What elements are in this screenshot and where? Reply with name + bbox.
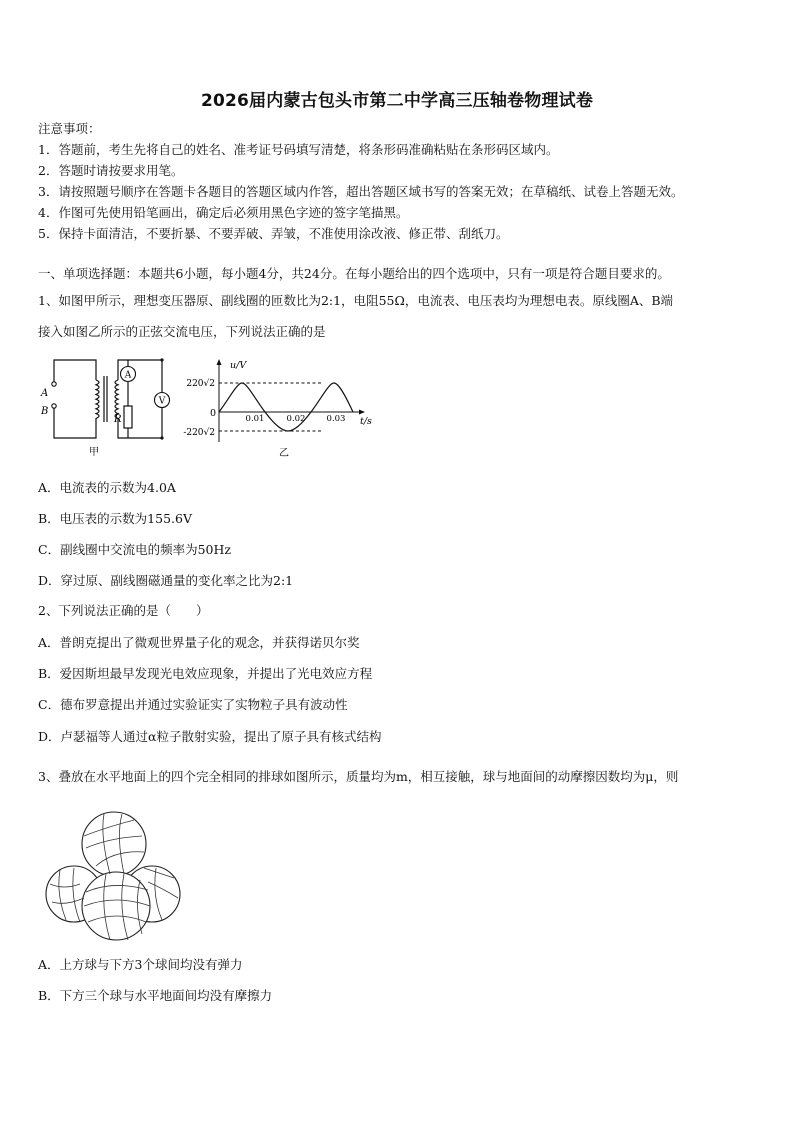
x-tick-label: 0.02 (286, 414, 306, 424)
q1-stem-line1: 1、如图甲所示，理想变压器原、副线圈的匝数比为2:1，电阻55Ω，电流表、电压表均为理想电表。原线圈A、B端 (38, 293, 674, 308)
circuit-caption: 甲 (89, 447, 99, 458)
section-heading: 一、单项选择题：本题共6小题，每小题4分，共24分。在每小题给出的四个选项中，只有一项是符合题目要求的。 (38, 266, 670, 281)
volleyball-top (82, 812, 146, 876)
ammeter-label: A (124, 370, 132, 381)
voltmeter-label: V (158, 396, 166, 407)
x-axis-label: t/s (360, 416, 372, 427)
q2-stem: 2、下列说法正确的是（ ） (38, 603, 209, 618)
y-axis-label: u/V (230, 360, 247, 371)
terminal-b-label: B (41, 406, 49, 417)
x-tick-label: 0.01 (245, 414, 265, 424)
notice-item: 1．答题前，考生先将自己的姓名、准考证号码填写清楚，将条形码准确粘贴在条形码区域内。 (38, 142, 559, 157)
q3-stem: 3、叠放在水平地面上的四个完全相同的排球如图所示，质量均为m，相互接触，球与地面间的动摩擦因数均为μ，则 (38, 769, 679, 784)
q1-option: C．副线圈中交流电的频率为50Hz (38, 542, 231, 557)
peak-negative-label: -220√2 (183, 428, 215, 438)
q1-option: A．电流表的示数为4.0A (38, 480, 176, 495)
notice-heading: 注意事项： (38, 121, 101, 136)
terminal-a-dot (52, 382, 56, 386)
q3-option: B．下方三个球与水平地面间均没有摩擦力 (38, 988, 273, 1003)
resistor-label: R (114, 414, 122, 425)
q1-stem-line2: 接入如图乙所示的正弦交流电压，下列说法正确的是 (38, 324, 326, 339)
terminal-b-dot (52, 404, 56, 408)
q2-option: B．爱因斯坦最早发现光电效应现象，并提出了光电效应方程 (38, 666, 373, 681)
voltage-time-graph (182, 356, 372, 460)
origin-label: 0 (210, 408, 217, 419)
notice-item: 3．请按照题号顺序在答题卡各题目的答题区域内作答，超出答题区域书写的答案无效；在草稿纸、试卷上答题无效。 (38, 184, 684, 199)
transformer-circuit-diagram (36, 352, 186, 460)
q2-option: A．普朗克提出了微观世界量子化的观念，并获得诺贝尔奖 (38, 635, 360, 650)
q1-option: B．电压表的示数为155.6V (38, 511, 192, 526)
notice-item: 2．答题时请按要求用笔。 (38, 163, 184, 178)
q2-option: C．德布罗意提出并通过实验证实了实物粒子具有波动性 (38, 697, 348, 712)
q3-option: A．上方球与下方3个球间均没有弹力 (38, 957, 243, 972)
peak-positive-label: 220√2 (186, 379, 215, 389)
q2-option: D．卢瑟福等人通过α粒子散射实验，提出了原子具有核式结构 (38, 729, 382, 744)
graph-caption: 乙 (279, 448, 289, 459)
notice-item: 4．作图可先使用铅笔画出，确定后必须用黑色字迹的签字笔描黑。 (38, 205, 409, 220)
stacked-volleyballs-figure (44, 806, 184, 946)
page-title: 2026届内蒙古包头市第二中学高三压轴卷物理试卷 (200, 91, 594, 111)
terminal-a-label: A (41, 388, 49, 399)
x-tick-label: 0.03 (326, 414, 346, 424)
notice-item: 5．保持卡面清洁，不要折暴、不要弄破、弄皱，不准使用涂改液、修正带、刮纸刀。 (38, 226, 509, 241)
q1-option: D．穿过原、副线圈磁通量的变化率之比为2:1 (38, 573, 294, 588)
